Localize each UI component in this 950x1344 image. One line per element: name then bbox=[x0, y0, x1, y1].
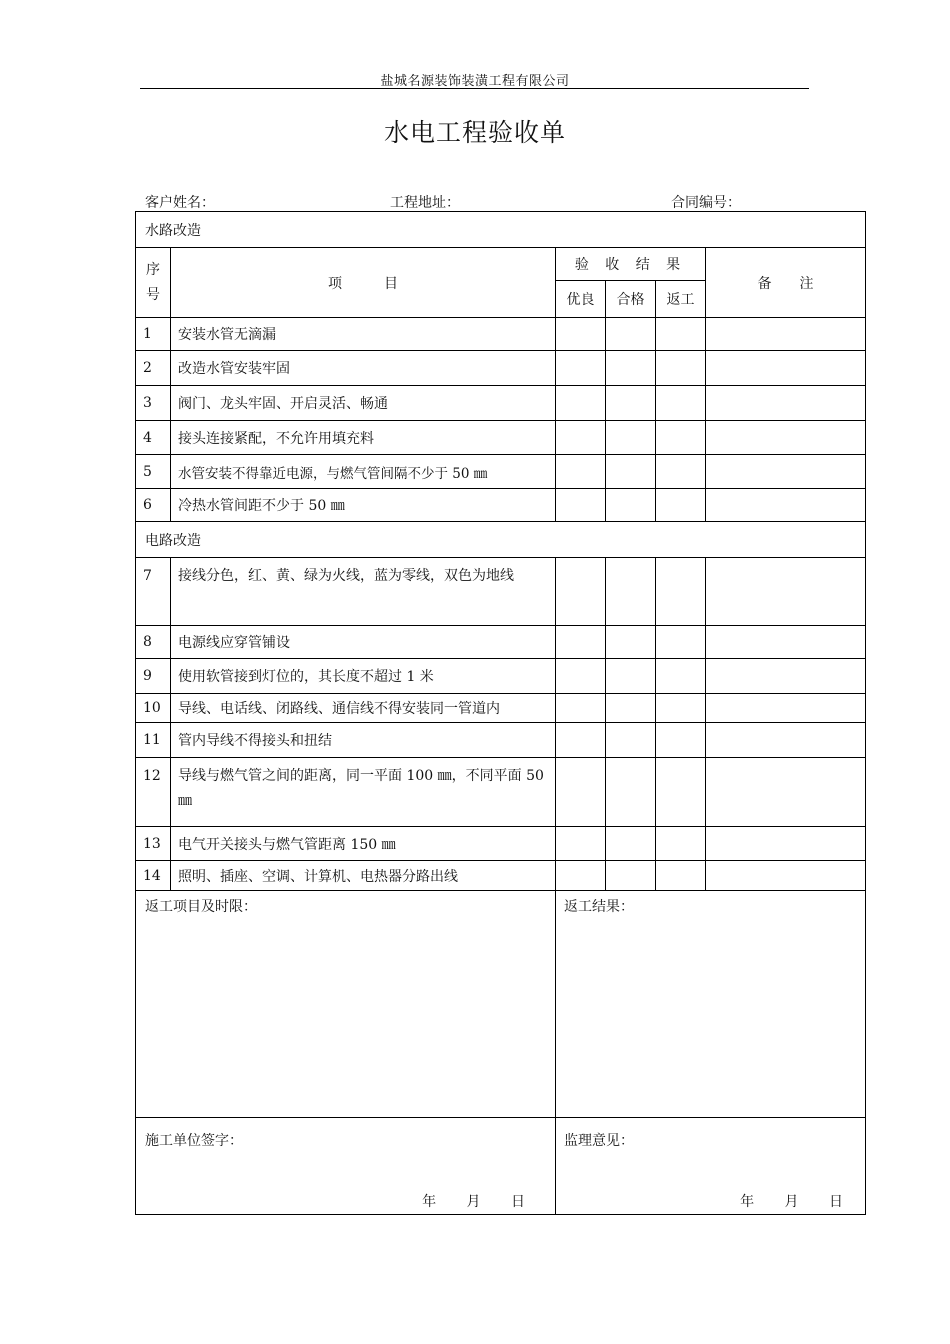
excellent-cell[interactable] bbox=[556, 489, 606, 522]
rework-result-area[interactable] bbox=[556, 891, 866, 1118]
header-divider bbox=[140, 88, 809, 89]
note-cell[interactable] bbox=[706, 386, 866, 421]
row-item: 管内导线不得接头和扭结 bbox=[178, 733, 332, 749]
table-row bbox=[136, 318, 866, 351]
supervisor-opinion-area[interactable] bbox=[556, 1118, 866, 1215]
rework-cell[interactable] bbox=[656, 386, 706, 421]
builder-sign-label: 施工单位签字： bbox=[145, 1133, 243, 1149]
electric-section-label: 电路改造 bbox=[145, 532, 201, 549]
table-row bbox=[136, 351, 866, 386]
rework-cell[interactable] bbox=[656, 659, 706, 694]
table-row bbox=[136, 659, 866, 694]
note-cell[interactable] bbox=[706, 351, 866, 386]
water-section-header bbox=[136, 212, 866, 248]
rework-items-area[interactable] bbox=[136, 891, 556, 1118]
rework-cell[interactable] bbox=[656, 421, 706, 455]
excellent-cell[interactable] bbox=[556, 694, 606, 723]
builder-sign-date: 年 月 日 bbox=[422, 1194, 525, 1210]
rework-cell[interactable] bbox=[656, 861, 706, 891]
supervisor-label: 监理意见： bbox=[564, 1133, 634, 1149]
rework-cell[interactable] bbox=[656, 827, 706, 861]
pass-cell[interactable] bbox=[606, 386, 656, 421]
pass-cell[interactable] bbox=[606, 455, 656, 489]
row-number: 14 bbox=[136, 861, 171, 891]
project-address-label: 工程地址： bbox=[390, 195, 460, 211]
note-cell[interactable] bbox=[706, 659, 866, 694]
excellent-cell[interactable] bbox=[556, 558, 606, 626]
excellent-cell[interactable] bbox=[556, 386, 606, 421]
excellent-cell[interactable] bbox=[556, 318, 606, 351]
customer-name-label: 客户姓名： bbox=[145, 195, 215, 211]
row-number: 6 bbox=[136, 489, 171, 522]
pass-cell[interactable] bbox=[606, 489, 656, 522]
row-number: 13 bbox=[136, 827, 171, 861]
row-item: 电气开关接头与燃气管距离 150 ㎜ bbox=[178, 836, 396, 853]
row-number: 10 bbox=[136, 694, 171, 723]
note-cell[interactable] bbox=[706, 827, 866, 861]
excellent-cell[interactable] bbox=[556, 351, 606, 386]
rework-cell[interactable] bbox=[656, 489, 706, 522]
table-row bbox=[136, 386, 866, 421]
row-item: 安装水管无滴漏 bbox=[178, 327, 276, 343]
note-cell[interactable] bbox=[706, 694, 866, 723]
pass-cell[interactable] bbox=[606, 723, 656, 758]
row-number: 9 bbox=[136, 659, 171, 694]
result-header: 验 收 结 果 bbox=[556, 248, 706, 281]
row-item: 阀门、龙头牢固、开启灵活、畅通 bbox=[178, 396, 388, 412]
supervisor-date: 年 月 日 bbox=[740, 1194, 843, 1210]
excellent-cell[interactable] bbox=[556, 758, 606, 827]
note-cell[interactable] bbox=[706, 758, 866, 827]
note-cell[interactable] bbox=[706, 318, 866, 351]
seq-header bbox=[136, 248, 171, 318]
row-number: 5 bbox=[136, 455, 171, 489]
rework-cell[interactable] bbox=[656, 455, 706, 489]
excellent-cell[interactable] bbox=[556, 861, 606, 891]
table-row bbox=[136, 455, 866, 489]
table-row bbox=[136, 489, 866, 522]
row-number: 2 bbox=[136, 351, 171, 386]
rework-cell[interactable] bbox=[656, 723, 706, 758]
rework-result-label: 返工结果： bbox=[564, 899, 634, 915]
row-number: 4 bbox=[136, 421, 171, 455]
pass-header: 合格 bbox=[606, 281, 656, 318]
pass-cell[interactable] bbox=[606, 626, 656, 659]
table-row bbox=[136, 827, 866, 861]
row-number: 8 bbox=[136, 626, 171, 659]
row-item: 改造水管安装牢固 bbox=[178, 361, 290, 377]
row-item: 导线与燃气管之间的距离，同一平面 100 ㎜，不同平面 50 ㎜ bbox=[178, 768, 544, 809]
company-header: 盐城名源装饰装潢工程有限公司 bbox=[380, 74, 570, 89]
table-row bbox=[136, 758, 866, 827]
rework-cell[interactable] bbox=[656, 318, 706, 351]
excellent-header: 优良 bbox=[556, 281, 606, 318]
rework-cell[interactable] bbox=[656, 558, 706, 626]
rework-cell[interactable] bbox=[656, 694, 706, 723]
row-number: 12 bbox=[143, 768, 161, 784]
note-cell[interactable] bbox=[706, 489, 866, 522]
row-item: 冷热水管间距不少于 50 ㎜ bbox=[178, 498, 345, 514]
row-number: 7 bbox=[143, 568, 152, 584]
table-row bbox=[136, 626, 866, 659]
pass-cell[interactable] bbox=[606, 318, 656, 351]
pass-cell[interactable] bbox=[606, 861, 656, 891]
page-title: 水电工程验收单 bbox=[383, 118, 566, 147]
table-row bbox=[136, 861, 866, 891]
pass-cell[interactable] bbox=[606, 351, 656, 386]
pass-cell[interactable] bbox=[606, 758, 656, 827]
note-cell[interactable] bbox=[706, 558, 866, 626]
table-row bbox=[136, 558, 866, 626]
excellent-cell[interactable] bbox=[556, 827, 606, 861]
row-item: 照明、插座、空调、计算机、电热器分路出线 bbox=[178, 868, 458, 885]
note-cell[interactable] bbox=[706, 861, 866, 891]
excellent-cell[interactable] bbox=[556, 455, 606, 489]
pass-cell[interactable] bbox=[606, 659, 656, 694]
rework-header: 返工 bbox=[656, 281, 706, 318]
table-row bbox=[136, 694, 866, 723]
row-number: 1 bbox=[136, 318, 171, 351]
note-cell[interactable] bbox=[706, 421, 866, 455]
note-cell[interactable] bbox=[706, 626, 866, 659]
table-row bbox=[136, 723, 866, 758]
seq-header-label: 序号 bbox=[146, 261, 160, 303]
excellent-cell[interactable] bbox=[556, 659, 606, 694]
excellent-cell[interactable] bbox=[556, 626, 606, 659]
pass-cell[interactable] bbox=[606, 558, 656, 626]
row-item: 使用软管接到灯位的，其长度不超过 1 米 bbox=[178, 669, 434, 685]
rework-items-label: 返工项目及时限： bbox=[145, 899, 257, 915]
note-cell[interactable] bbox=[706, 455, 866, 489]
row-number: 11 bbox=[136, 723, 171, 758]
note-header: 备 注 bbox=[706, 248, 866, 318]
row-number: 3 bbox=[136, 386, 171, 421]
rework-cell[interactable] bbox=[656, 351, 706, 386]
water-section-label: 水路改造 bbox=[145, 222, 201, 239]
pass-cell[interactable] bbox=[606, 694, 656, 723]
electric-section-header bbox=[136, 522, 866, 558]
rework-cell[interactable] bbox=[656, 758, 706, 827]
pass-cell[interactable] bbox=[606, 827, 656, 861]
row-item: 接线分色，红、黄、绿为火线，蓝为零线，双色为地线 bbox=[178, 568, 514, 584]
contract-number-label: 合同编号： bbox=[671, 195, 741, 211]
pass-cell[interactable] bbox=[606, 421, 656, 455]
row-item: 导线、电话线、闭路线、通信线不得安装同一管道内 bbox=[178, 701, 500, 717]
acceptance-table bbox=[135, 211, 866, 1215]
builder-signature-area[interactable] bbox=[136, 1118, 556, 1215]
excellent-cell[interactable] bbox=[556, 723, 606, 758]
rework-cell[interactable] bbox=[656, 626, 706, 659]
table-row bbox=[136, 421, 866, 455]
row-item: 电源线应穿管铺设 bbox=[178, 635, 290, 651]
excellent-cell[interactable] bbox=[556, 421, 606, 455]
row-item: 水管安装不得靠近电源，与燃气管间隔不少于 50 ㎜ bbox=[178, 465, 488, 482]
row-item: 接头连接紧配，不允许用填充料 bbox=[178, 430, 374, 447]
note-cell[interactable] bbox=[706, 723, 866, 758]
item-header: 项 目 bbox=[171, 248, 556, 318]
